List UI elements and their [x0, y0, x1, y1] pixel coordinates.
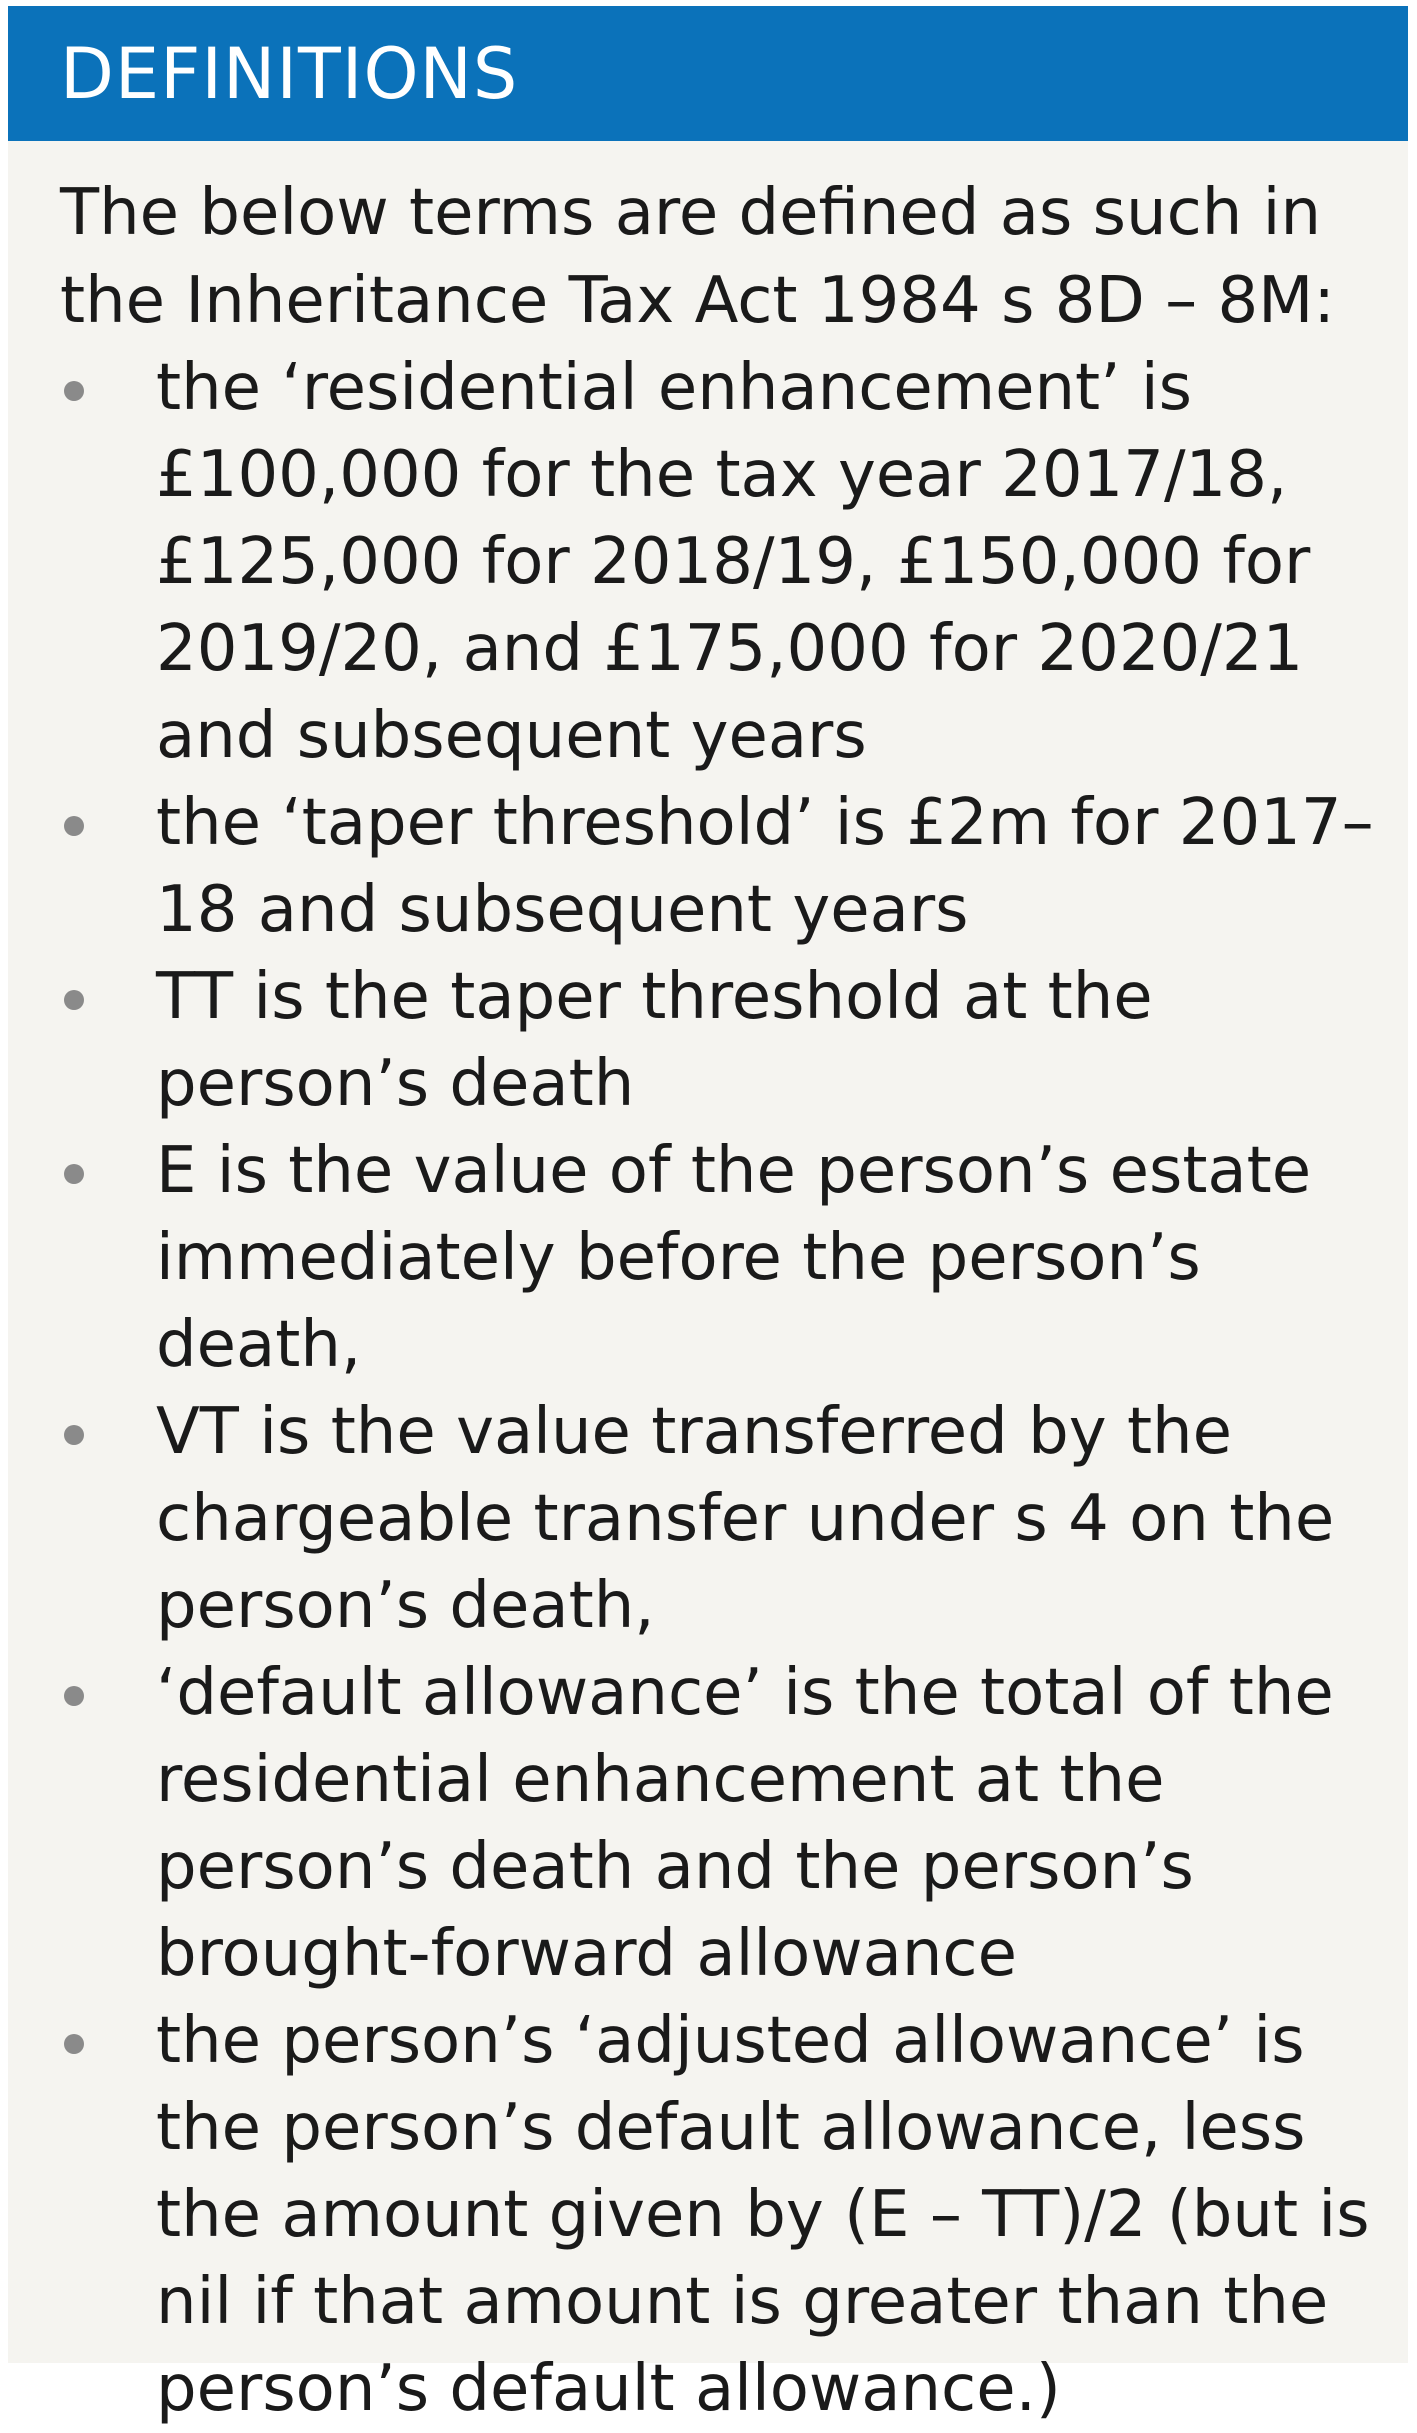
definitions-panel	[8, 6, 1408, 2426]
bullet-icon	[64, 816, 84, 836]
bullet-icon	[64, 1686, 84, 1706]
list-item	[8, 1998, 1408, 2433]
list-item	[8, 780, 1408, 954]
list-item	[8, 954, 1408, 1128]
list-item-text: TT is the taper threshold at the person’s death	[156, 960, 1153, 1121]
bullet-icon	[64, 1164, 84, 1184]
bullet-icon	[64, 1425, 84, 1445]
intro-text: The below terms are defined as such in the Inheritance Tax Act 1984 s 8D – 8M:	[60, 176, 1335, 338]
list-item-text: the ‘residential enhancement’ is £100,000 for the tax year 2017/18, £125,000 for 2018/19, £150,000 for 2019/20, and £175,000 for 2020/21 and subsequent years	[156, 351, 1311, 773]
list-item-text: the person’s ‘adjusted allowance’ is the person’s default allowance, less the amount given by (E – TT)/2 (but is nil if that amount is greater than the person’s default allowance.)	[156, 2004, 1370, 2426]
list-item	[8, 1389, 1408, 1650]
definitions-header	[8, 6, 1408, 141]
list-item-text: E is the value of the person’s estate immediately before the person’s death,	[156, 1134, 1312, 1382]
list-item-text: ‘default allowance’ is the total of the residential enhancement at the person’s death and the person’s brought-forward allowance	[156, 1656, 1334, 1991]
list-item	[8, 345, 1408, 780]
bullet-icon	[64, 990, 84, 1010]
bullet-icon	[64, 381, 84, 401]
header-title: DEFINITIONS	[60, 32, 519, 115]
bullet-icon	[64, 2034, 84, 2054]
definitions-list	[8, 345, 1408, 2433]
list-item	[8, 1128, 1408, 1389]
list-item	[8, 1650, 1408, 1998]
list-item-text: the ‘taper threshold’ is £2m for 2017–18 and subsequent years	[156, 786, 1374, 947]
list-item-text: VT is the value transferred by the chargeable transfer under s 4 on the person’s death,	[156, 1395, 1335, 1643]
